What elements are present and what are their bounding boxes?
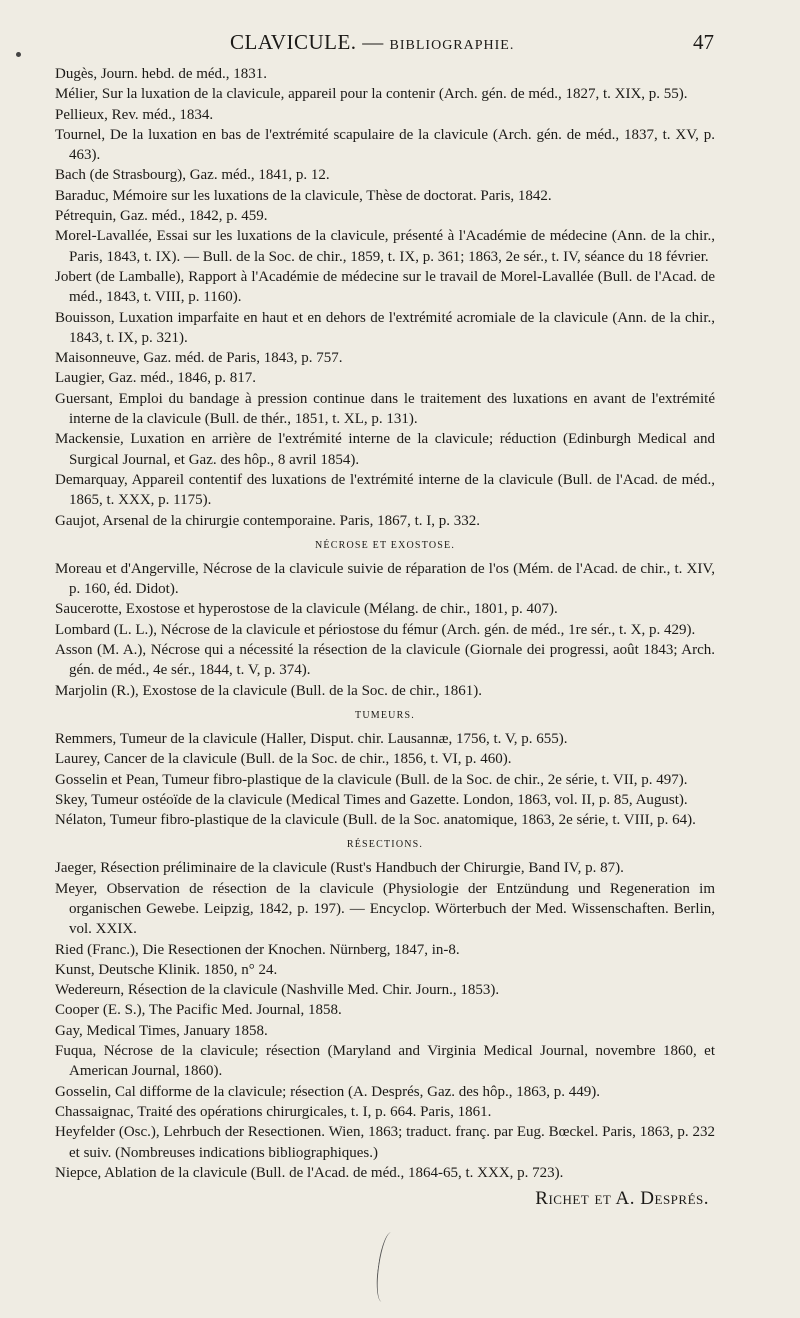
bibliography-entry: Gaujot, Arsenal de la chirurgie contemporaine. Paris, 1867, t. I, p. 332. [55, 512, 481, 529]
bibliography-entry: Dugès, Journ. hebd. de méd., 1831. [55, 66, 268, 82]
bibliography-resections [55, 858, 715, 1183]
bibliography-entry: Pétrequin, Gaz. méd., 1842, p. 459. [55, 208, 268, 225]
bibliography-entry: Maisonneuve, Gaz. méd. de Paris, 1843, p. 757. [55, 350, 343, 367]
bibliography-entry: Fuqua, Nécrose de la clavicule; résection (Maryland and Virginia Medical Journal, novembre 1860, et American Journal, 1860). [55, 1043, 715, 1080]
bibliography-entry: Tournel, De la luxation en bas de l'extrémité scapulaire de la clavicule (Arch. gén. de méd., 1837, t. XV, p. 463). [55, 126, 715, 164]
bibliography-entry: Lombard (L. L.), Nécrose de la clavicule et périostose du fémur (Arch. gén. de méd., 1re sér., t. X, p. 429). [55, 621, 696, 638]
bibliography-entry: Meyer, Observation de résection de la clavicule (Physiologie der Entzündung und Regeneration im organischen Gewebe. Leipzig, 1842, p. 197). — Encyclop. Wörterbuch der Med. Wissenschaften. Berlin, vol. XXIX. [55, 880, 715, 938]
signature: Richet et A. Després. [535, 1188, 709, 1210]
bibliography-entry: Niepce, Ablation de la clavicule (Bull. de l'Acad. de méd., 1864-65, t. XXX, p. 723). [55, 1164, 564, 1181]
bibliography-entry: Laugier, Gaz. méd., 1846, p. 817. [55, 370, 257, 387]
bibliography-entry: Remmers, Tumeur de la clavicule (Haller, Disput. chir. Lausannæ, 1756, t. V, p. 655). [55, 730, 568, 747]
section-heading-necrose: NÉCROSE ET EXOSTOSE. [314, 539, 456, 551]
bibliography-entry: Saucerotte, Exostose et hyperostose de la clavicule (Mélang. de chir., 1801, p. 407). [55, 601, 558, 618]
bibliography-luxations [55, 64, 715, 531]
bibliography-entry: Morel-Lavallée, Essai sur les luxations de la clavicule, présenté à l'Académie de médecine (Ann. de la chir., Paris, 1843, t. IX). — Bull. de la Soc. de chir., 1859, t. IX, p. 361; 1863, 2e sér., t. IV, séance du 18 février. [55, 228, 715, 265]
bibliography-entry: Wedereurn, Résection de la clavicule (Nashville Med. Chir. Journ., 1853). [55, 982, 500, 999]
bibliography-tumeurs [55, 729, 715, 830]
running-title [230, 30, 514, 55]
bibliography-entry: Moreau et d'Angerville, Nécrose de la clavicule suivie de réparation de l'os (Mém. de l'Acad. de chir., t. XIV, p. 160, éd. Didot). [55, 560, 715, 598]
bibliography-entry: Laurey, Cancer de la clavicule (Bull. de la Soc. de chir., 1856, t. VI, p. 460). [55, 751, 512, 768]
bibliography-entry: Jaeger, Résection préliminaire de la clavicule (Rust's Handbuch der Chirurgie, Band IV, p. 87). [55, 860, 624, 877]
bibliography-entry: Guersant, Emploi du bandage à pression continue dans le traitement des luxations en avant de l'extrémité interne de la clavicule (Bull. de thér., 1851, t. XL, p. 131). [55, 390, 715, 428]
bibliography-entry: Heyfelder (Osc.), Lehrbuch der Resectionen. Wien, 1863; traduct. franç. par Eug. Bœckel. Paris, 1863, p. 232 et suiv. (Nombreuses indications bibliographiques.) [55, 1124, 715, 1161]
pencil-mark [373, 1231, 400, 1303]
bibliography-entry: Skey, Tumeur ostéoïde de la clavicule (Medical Times and Gazette. London, 1863, vol. II, p. 85, August). [55, 791, 688, 808]
bibliography-entry: Jobert (de Lamballe), Rapport à l'Académie de médecine sur le travail de Morel-Lavallée (Bull. de l'Acad. de méd., 1843, t. VIII, p. 1160). [55, 268, 715, 306]
bibliography-entry: Demarquay, Appareil contentif des luxations de l'extrémité interne de la clavicule (Bull. de l'Acad. de méd., 1865, t. XXX, p. 1175). [55, 471, 715, 509]
bibliography-entry: Marjolin (R.), Exostose de la clavicule (Bull. de la Soc. de chir., 1861). [55, 682, 482, 699]
bibliography-entry: Asson (M. A.), Nécrose qui a nécessité la résection de la clavicule (Giornale dei progressi, août 1843; Arch. gén. de méd., 4e sér., 1844, t. V, p. 374). [55, 642, 715, 679]
bibliography-entry: Nélaton, Tumeur fibro-plastique de la clavicule (Bull. de la Soc. anatomique, 1863, 2e série, t. VIII, p. 64). [55, 812, 696, 829]
bibliography-entry: Kunst, Deutsche Klinik. 1850, n° 24. [55, 961, 278, 978]
bibliography-entry: Mélier, Sur la luxation de la clavicule, appareil pour la contenir (Arch. gén. de méd., 1827, t. XIX, p. 55). [55, 86, 688, 103]
bibliography-entry: Cooper (E. S.), The Pacific Med. Journal, 1858. [55, 1002, 342, 1019]
bibliography-necrose [55, 559, 715, 701]
running-title-sub: BIBLIOGRAPHIE. [389, 38, 515, 53]
bibliography-entry: Pellieux, Rev. méd., 1834. [55, 106, 214, 123]
bibliography-entry: Gay, Medical Times, January 1858. [55, 1022, 268, 1039]
bibliography-entry: Ried (Franc.), Die Resectionen der Knochen. Nürnberg, 1847, in-8. [55, 941, 460, 958]
bibliography-entry: Chassaignac, Traité des opérations chirurgicales, t. I, p. 664. Paris, 1861. [55, 1103, 492, 1120]
bibliography-entry: Gosselin et Pean, Tumeur fibro-plastique de la clavicule (Bull. de la Soc. de chir., 2e série, t. VII, p. 497). [55, 771, 688, 788]
section-heading-tumeurs: TUMEURS. [355, 709, 415, 721]
bibliography-entry: Bach (de Strasbourg), Gaz. méd., 1841, p. 12. [55, 167, 330, 184]
page-header [0, 30, 800, 60]
running-title-main: CLAVICULE. — [230, 30, 390, 54]
bibliography-entry: Bouisson, Luxation imparfaite en haut et en dehors de l'extrémité acromiale de la clavicule (Ann. de la chir., 1843, t. IX, p. 321). [55, 309, 715, 346]
bibliography [55, 64, 715, 1209]
page-number: 47 [693, 30, 714, 54]
bibliography-entry: Baraduc, Mémoire sur les luxations de la clavicule, Thèse de doctorat. Paris, 1842. [55, 187, 552, 204]
section-heading-resections: RÉSECTIONS. [346, 839, 424, 851]
bibliography-entry: Gosselin, Cal difforme de la clavicule; résection (A. Després, Gaz. des hôp., 1863, p. 449). [55, 1083, 600, 1100]
bibliography-entry: Mackensie, Luxation en arrière de l'extrémité interne de la clavicule; réduction (Edinburgh Medical and Surgical Journal, et Gaz. des hôp., 8 avril 1854). [55, 431, 715, 468]
